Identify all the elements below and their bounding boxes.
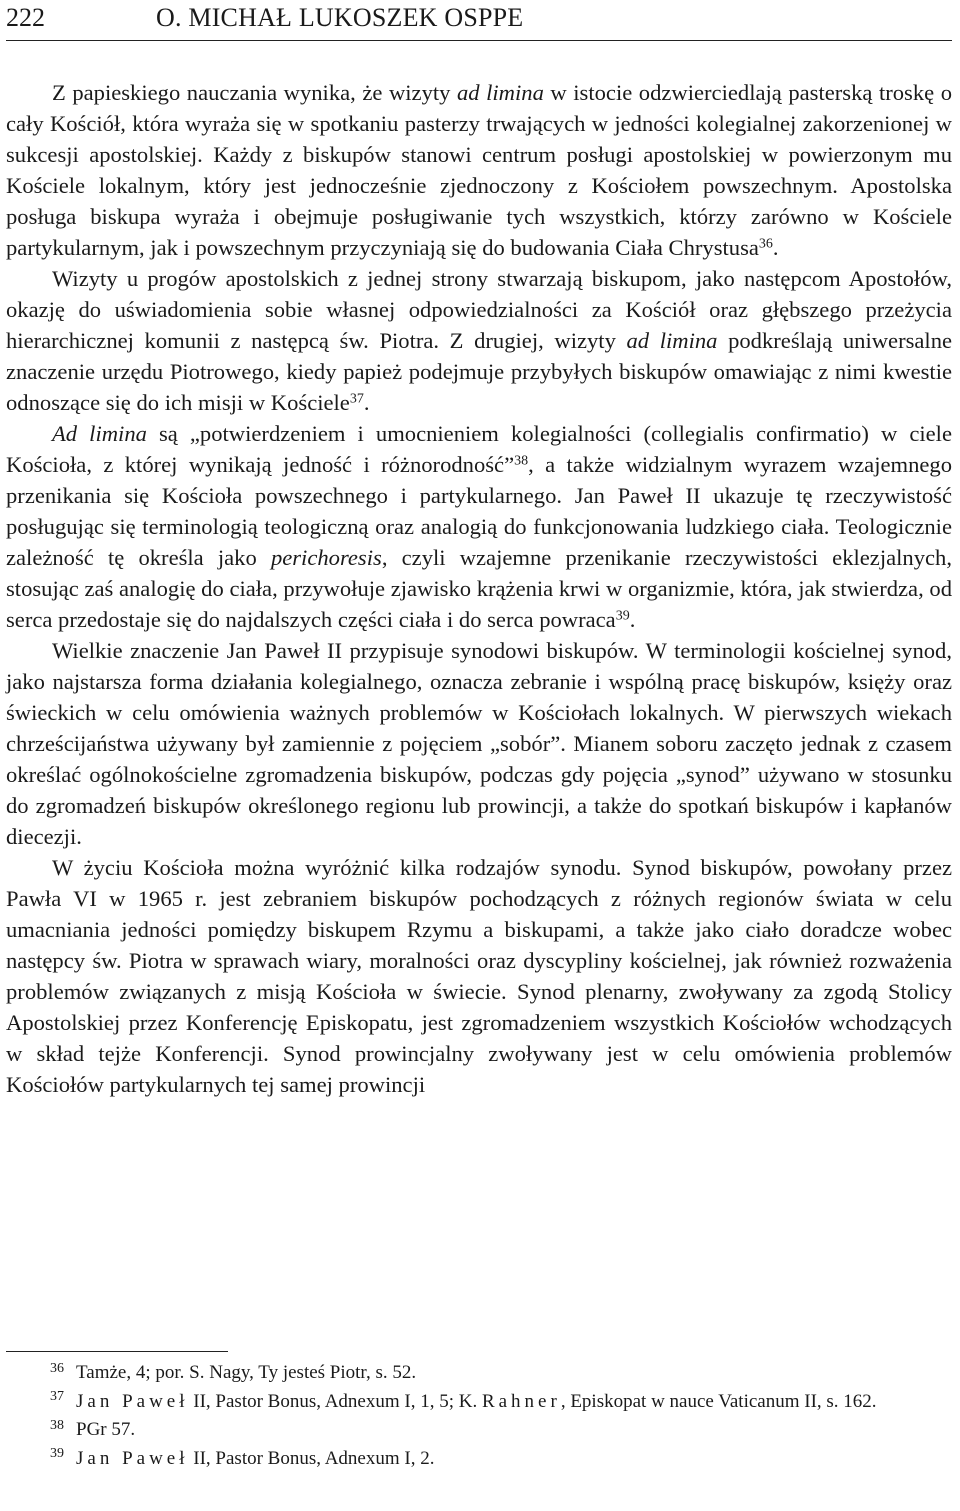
paragraph-3-text: , a także widzialnym wyrazem wzajemnego przenikania się Kościoła powszechnego i partykularnego. Jan Paweł II ukazuje tę rzeczywistość posługując się terminologią teologiczną oraz analogią do funkcjonowania ludzkiego ciała. Teologicznie zależność tę określa jako (6, 452, 952, 570)
italic-term: perichoresis (270, 545, 382, 570)
body-text (6, 77, 952, 1100)
page-number: 222 (6, 3, 45, 32)
paragraph-3-end: . (629, 607, 636, 632)
footnote-reference: 39 (615, 608, 630, 624)
footnote-author: Jan Paweł (76, 1390, 189, 1412)
footnote-author: Jan Paweł (76, 1447, 189, 1469)
footnote-39 (6, 1445, 952, 1474)
paragraph-2 (6, 263, 952, 418)
footnote-36 (6, 1359, 952, 1388)
footnote-number: 39 (50, 1446, 64, 1462)
footnotes (6, 1359, 952, 1473)
running-title: O. MICHAŁ LUKOSZEK OSPPE (156, 3, 524, 32)
paragraph-3-text: są „potwierdzeniem i umocnieniem kolegialności (collegialis confirmatio) w ciele Kościoła, z której wynikają jedność i różnorodność” (6, 421, 952, 477)
paragraph-1 (6, 77, 952, 263)
paragraph-2-end: . (363, 390, 370, 415)
header-rule (6, 40, 952, 41)
paragraph-3-text: , czyli wzajemne przenikanie rzeczywistości eklezjalnych, stosując zaś analogię do ciała, przywołuje zjawisko krążenia krwi w organizmie, która, jak stwierdza, od serca przedostaje się do najdalszych części ciała i do serca powraca (6, 545, 952, 632)
italic-term: ad limina (456, 80, 544, 105)
footnote-text: II, Pastor Bonus, Adnexum I, 2. (188, 1447, 435, 1469)
paragraph-2-text: podkreślają uniwersalne znaczenie urzędu Piotrowego, kiedy papież podejmuje przybyłych biskupów omawiając z nimi kwestie odnoszące się do ich misji w Kościele (6, 328, 953, 415)
paragraph-2-text: Wizyty u progów apostolskich z jednej strony stwarzają biskupom, jako następcom Apostołów, okazję do uświadomienia sobie własnej odpowiedzialności za Kościół oraz głębszego przeżycia hierarchicznej komunii z następcą św. Piotra. Z drugiej, wizyty (6, 266, 952, 353)
footnote-number: 38 (50, 1417, 64, 1433)
footnote-number: 36 (50, 1360, 64, 1376)
paragraph-1-end: . (772, 235, 779, 260)
footnote-number: 37 (50, 1389, 64, 1405)
footnote-reference: 36 (758, 236, 773, 252)
italic-term: ad limina (626, 328, 718, 353)
paragraph-5: W życiu Kościoła można wyróżnić kilka rodzajów synodu. Synod biskupów, powołany przez Pawła VI w 1965 r. jest zebraniem biskupów pochodzących z różnych regionów świata w celu umacniania jedności pomiędzy biskupem Rzymu a biskupami, a także jako ciało doradcze wobec następcy św. Piotra w sprawach wiary, moralności oraz dyscypliny kościelnej, jak również rozważenia problemów związanych z misją Kościoła w świecie. Synod plenarny, zwoływany za zgodą Stolicy Apostolskiej przez Konferencję Episkopatu, jest zgromadzeniem wszystkich Kościołów wchodzących w skład tejże Konferencji. Synod prowincjalny zwoływany jest w celu omówienia problemów Kościołów partykularnych tej samej prowincji (6, 855, 952, 1097)
paragraph-1-text: w istocie odzwierciedlają pasterską troskę o cały Kościół, która wyraża się w spotkaniu pasterzy trwających w jedności kolegialnej zakorzenionej w sukcesji apostolskiej. Każdy z biskupów stanowi centrum posługi apostolskiej w powierzonym mu Kościele lokalnym, który jest jednocześnie zjednoczony z Kościołem powszechnym. Apostolska posługa biskupa wyraża i obejmuje posługiwanie tych wszystkich, którzy zarówno w Kościele partykularnym, jak i powszechnym przyczyniają się do budowania Ciała Chrystusa (6, 80, 952, 260)
footnote-text: II, Pastor Bonus, Adnexum I, 1, 5; K. (188, 1390, 482, 1412)
footnote-reference: 38 (514, 453, 529, 469)
footnote-text: PGr 57. (76, 1419, 136, 1440)
footnote-text: Tamże, 4; por. S. Nagy, Ty jesteś Piotr, s. 52. (76, 1362, 417, 1383)
paragraph-4: Wielkie znaczenie Jan Paweł II przypisuje synodowi biskupów. W terminologii kościelnej synod, jako najstarsza forma działania kolegialnego, oznacza zebranie i wspólną pracę biskupów, księży oraz świeckich w celu omówienia ważnych problemów w Kościołach lokalnych. W pierwszych wiekach chrześcijaństwa używany był zamiennie z pojęciem „sobór”. Mianem soboru zaczęto jednak z czasem określać ogólnokościelne zgromadzenia biskupów, podczas gdy pojęcia „synod” używano w stosunku do zgromadzeń biskupów określonego regionu lub prowincji, a także do spotkań biskupów i kapłanów diecezji. (6, 638, 952, 849)
italic-term: Ad limina (52, 421, 147, 446)
paragraph-3 (6, 418, 952, 635)
footnote-rule (6, 1351, 228, 1352)
footnote-author: Rahner (481, 1390, 561, 1412)
footnote-text: , Episkopat w nauce Vaticanum II, s. 162. (560, 1390, 877, 1412)
footnote-37 (6, 1388, 952, 1417)
footnote-reference: 37 (349, 391, 364, 407)
running-header (6, 2, 952, 34)
paragraph-1-text: Z papieskiego nauczania wynika, że wizyty (52, 80, 457, 105)
footnote-38 (6, 1416, 952, 1445)
